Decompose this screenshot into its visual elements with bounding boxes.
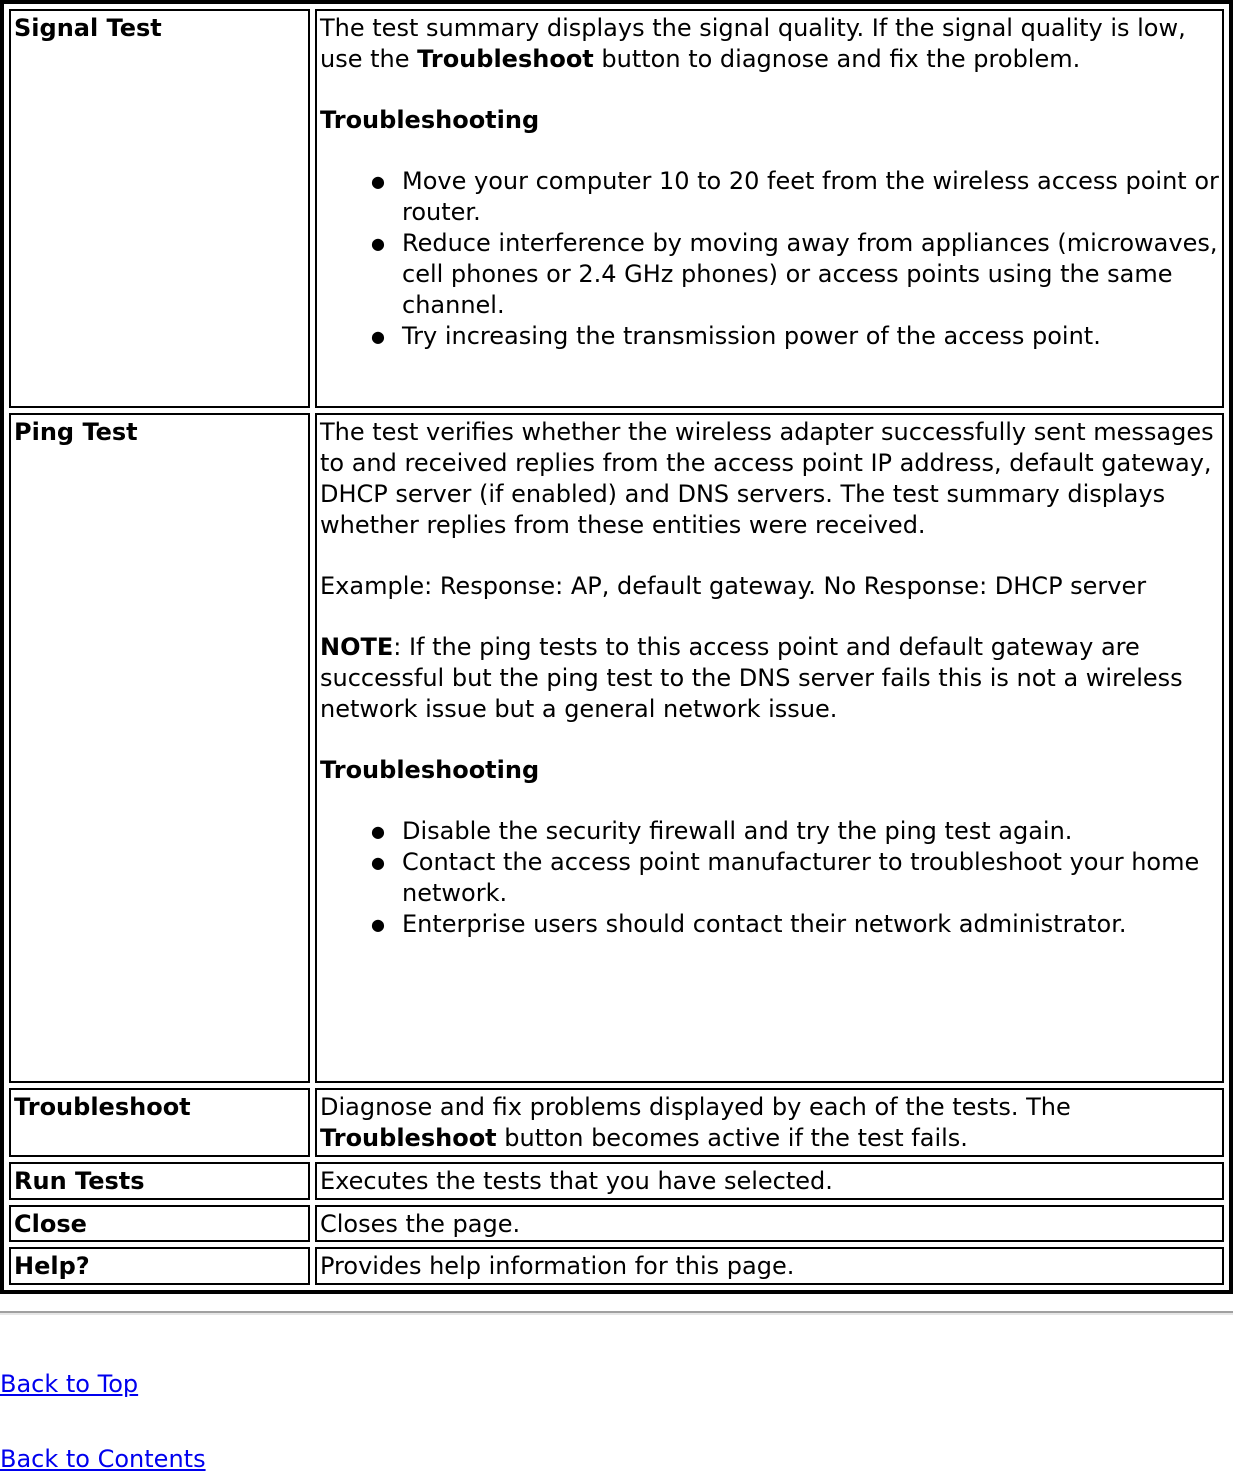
description-text: Executes the tests that you have selected. — [320, 1167, 833, 1196]
term-label: Signal Test — [14, 14, 162, 42]
list-item: ● Contact the access point manufacturer to troubleshoot your home network. — [371, 848, 1200, 907]
inline-bold-term: Troubleshoot — [417, 45, 594, 73]
table-row — [9, 413, 1224, 1083]
term-cell — [9, 413, 310, 1083]
term-label: Help? — [14, 1252, 90, 1281]
description-cell — [315, 413, 1224, 1083]
example-text: Example: Response: AP, default gateway. No Response: DHCP server — [320, 572, 1147, 600]
description-text: Closes the page. — [320, 1209, 521, 1238]
term-cell — [9, 1162, 310, 1200]
bullet-icon: ● — [371, 234, 385, 253]
list-item: ● Reduce interference by moving away from appliances (microwaves, cell phones or 2.4 GHz phones) or access points using the same channel. — [371, 229, 1218, 319]
term-label: Troubleshoot — [14, 1093, 191, 1121]
term-cell — [9, 9, 310, 408]
bullet-list — [320, 166, 1220, 352]
subheading: Troubleshooting — [320, 756, 540, 784]
description-text: Diagnose and fix problems displayed by each of the tests. The Troubleshoot button becomes active if the test fails. — [320, 1093, 1071, 1152]
note-text: NOTE: If the ping tests to this access point and default gateway are successful but the ping test to the DNS server fails this is not a wireless network issue but a general network issue. — [320, 633, 1183, 723]
description-cell — [315, 1088, 1224, 1157]
bullet-icon: ● — [371, 822, 385, 841]
list-item: ● Disable the security firewall and try the ping test again. — [371, 817, 1073, 845]
bullet-icon: ● — [371, 172, 385, 191]
description-text: Provides help information for this page. — [320, 1252, 795, 1281]
list-item: ● Move your computer 10 to 20 feet from the wireless access point or router. — [371, 167, 1219, 226]
inline-bold-term: Troubleshoot — [320, 1124, 497, 1152]
description-cell — [315, 1162, 1224, 1200]
subheading: Troubleshooting — [320, 106, 540, 134]
table-row — [9, 1088, 1224, 1157]
term-cell — [9, 1205, 310, 1243]
horizontal-divider — [0, 1311, 1233, 1315]
term-label: Close — [14, 1209, 87, 1238]
bullet-list — [320, 816, 1220, 940]
bullet-icon: ● — [371, 915, 385, 934]
description-text: The test verifies whether the wireless adapter successfully sent messages to and received replies from the access point IP address, default gateway, DHCP server (if enabled) and DNS servers. The test summary displays whether replies from these entities were received. — [320, 418, 1214, 539]
term-cell — [9, 1247, 310, 1285]
list-item: ● Try increasing the transmission power of the access point. — [371, 322, 1101, 350]
back-to-contents-link[interactable]: Back to Contents — [0, 1445, 206, 1473]
back-to-top-link[interactable]: Back to Top — [0, 1370, 139, 1398]
description-text: The test summary displays the signal quality. If the signal quality is low, use the Troubleshoot button to diagnose and fix the problem. — [320, 14, 1186, 73]
description-cell — [315, 1205, 1224, 1243]
table-row — [9, 1162, 1224, 1200]
description-cell — [315, 9, 1224, 408]
table-row — [9, 1205, 1224, 1243]
note-label: NOTE — [320, 633, 394, 661]
bullet-icon: ● — [371, 853, 385, 872]
term-label: Ping Test — [14, 418, 138, 446]
description-cell — [315, 1247, 1224, 1285]
term-cell — [9, 1088, 310, 1157]
table-row — [9, 1247, 1224, 1285]
table-row — [9, 9, 1224, 408]
term-label: Run Tests — [14, 1167, 145, 1196]
bullet-icon: ● — [371, 327, 385, 346]
list-item: ● Enterprise users should contact their network administrator. — [371, 910, 1127, 938]
